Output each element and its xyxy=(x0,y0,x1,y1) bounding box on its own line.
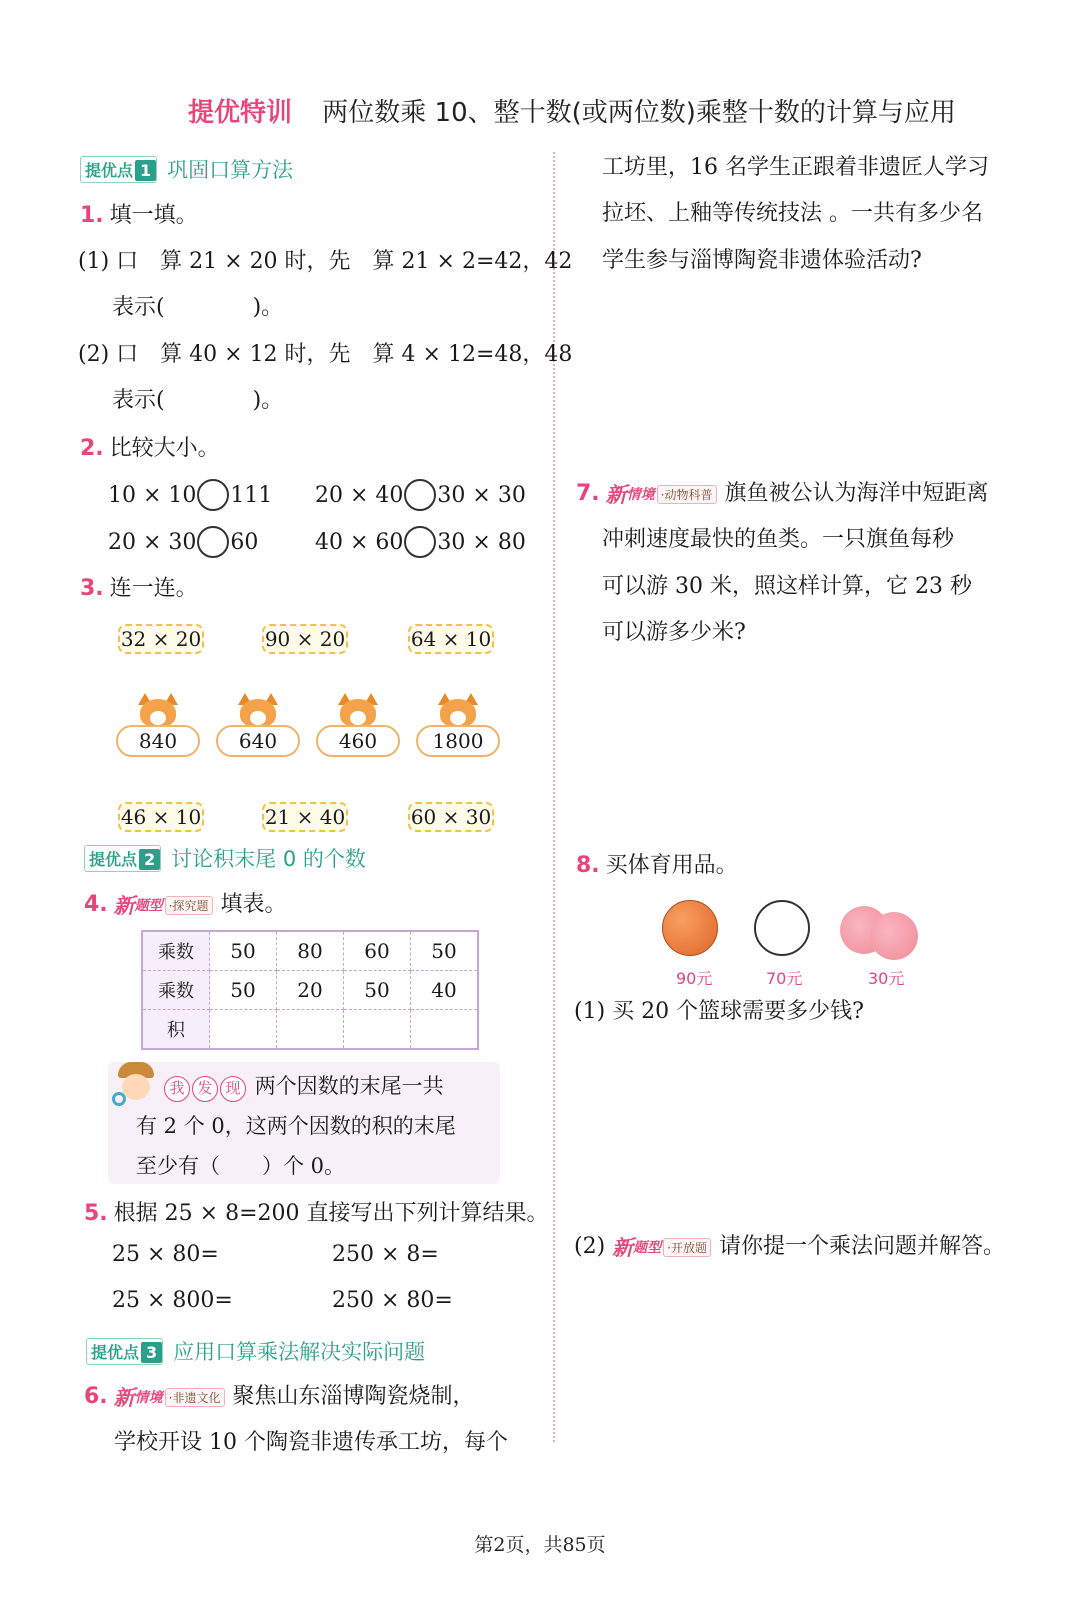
dog-face-icon xyxy=(340,699,376,727)
bone-expression[interactable]: 46 × 10 xyxy=(118,802,204,832)
magnifier-icon xyxy=(112,1092,126,1106)
table-cell: 60 xyxy=(344,931,411,971)
question-number: 1. xyxy=(80,203,104,228)
question-number: 3. xyxy=(80,576,104,601)
answer-circle[interactable] xyxy=(404,526,436,558)
price-paddle: 30元 xyxy=(868,969,905,988)
dog-card[interactable] xyxy=(416,699,500,771)
row-label: 乘数 xyxy=(142,971,210,1010)
title-tag: 提优特训 xyxy=(188,98,293,128)
question-2 xyxy=(80,431,220,462)
question-number: 8. xyxy=(576,853,600,878)
discover-line-3: 至少有（ ）个 0。 xyxy=(136,1154,346,1178)
q8-sub-1: (1) 买 20 个篮球需要多少钱? xyxy=(574,999,864,1024)
table-cell: 40 xyxy=(411,971,479,1010)
point-number: 3 xyxy=(141,1342,162,1363)
point-number: 1 xyxy=(135,160,156,181)
table-cell: 50 xyxy=(344,971,411,1010)
point-tag: 提优点 3 xyxy=(86,1338,163,1365)
row-label: 乘数 xyxy=(142,931,210,971)
q7-line-3: 可以游 30 米，照这样计算，它 23 秒 xyxy=(602,574,972,599)
table-cell: 50 xyxy=(210,971,277,1010)
point-tag: 提优点 1 xyxy=(80,156,157,183)
question-number: 4. xyxy=(84,892,108,917)
discover-line-1: 我 发 现 两个因数的末尾一共 xyxy=(164,1070,444,1102)
point-tag: 提优点 2 xyxy=(84,845,161,872)
dog-number: 1800 xyxy=(416,725,500,757)
dog-number: 840 xyxy=(116,725,200,757)
question-6: 6. 新 情境 ·非遗文化 聚焦山东淄博陶瓷烧制， xyxy=(84,1384,475,1410)
question-number: 5. xyxy=(84,1201,108,1226)
q1-line-4: 表示( )。 xyxy=(112,388,284,413)
question-number: 7. xyxy=(576,481,600,506)
price-basketball: 90元 xyxy=(676,969,713,988)
badge: 新 情境 ·动物科普 xyxy=(606,479,717,509)
q8-sub-2: (2) 新 题型 ·开放题 请你提一个乘法问题并解答。 xyxy=(574,1234,1006,1260)
point-title: 讨论积末尾 0 的个数 xyxy=(171,847,366,871)
question-1 xyxy=(80,198,198,229)
q6-line-4: 拉坯、上釉等传统技法 。一共有多少名 xyxy=(602,201,983,226)
title-main: 两位数乘 10、整十数(或两位数)乘整十数的计算与应用 xyxy=(322,98,956,128)
price-soccer: 70元 xyxy=(766,969,803,988)
dog-card[interactable] xyxy=(316,699,400,771)
answer-circle[interactable] xyxy=(197,526,229,558)
calc-item: 250 × 8= xyxy=(332,1242,439,1267)
question-3 xyxy=(80,571,198,602)
question-4 xyxy=(84,887,287,920)
discover-line-2: 有 2 个 0，这两个因数的积的末尾 xyxy=(136,1114,456,1138)
bone-expression[interactable]: 60 × 30 xyxy=(408,802,494,832)
answer-cell[interactable] xyxy=(210,1010,277,1050)
answer-cell[interactable] xyxy=(344,1010,411,1050)
dog-face-icon xyxy=(140,699,176,727)
question-text: 根据 25 × 8=200 直接写出下列计算结果。 xyxy=(113,1201,549,1226)
answer-circle[interactable] xyxy=(404,479,436,511)
table-cell: 50 xyxy=(411,931,479,971)
q6-line-2: 学校开设 10 个陶瓷非遗传承工坊，每个 xyxy=(114,1430,508,1455)
question-7: 7. 新 情境 ·动物科普 旗鱼被公认为海洋中短距离 xyxy=(576,481,989,507)
question-number: 6. xyxy=(84,1384,108,1409)
soccer-ball-icon xyxy=(754,900,810,956)
calc-item: 250 × 80= xyxy=(332,1288,453,1313)
question-text: 买体育用品。 xyxy=(605,853,738,878)
basketball-icon xyxy=(662,900,718,956)
dog-card[interactable] xyxy=(216,699,300,771)
explorer-kid-icon xyxy=(112,1062,160,1108)
bone-expression[interactable]: 90 × 20 xyxy=(262,624,348,654)
point-3-heading xyxy=(86,1336,425,1366)
table-row xyxy=(142,1010,478,1050)
badge: 新 题型 ·探究题 xyxy=(114,890,213,920)
badge: 新 题型 ·开放题 xyxy=(612,1232,711,1262)
table-row xyxy=(142,931,478,971)
compare-item: 40 × 60 30 × 80 xyxy=(315,526,526,558)
calc-item: 25 × 800= xyxy=(112,1288,233,1313)
calc-item: 25 × 80= xyxy=(112,1242,219,1267)
point-title: 巩固口算方法 xyxy=(167,158,294,182)
question-text: 比较大小。 xyxy=(109,436,220,461)
table-cell: 20 xyxy=(277,971,344,1010)
page-footer: 第2页，共85页 xyxy=(474,1534,606,1556)
row-label: 积 xyxy=(142,1010,210,1050)
answer-circle[interactable] xyxy=(197,479,229,511)
q6-line-5: 学生参与淄博陶瓷非遗体验活动? xyxy=(602,248,922,273)
point-2-heading xyxy=(84,843,366,873)
point-title: 应用口算乘法解决实际问题 xyxy=(173,1340,426,1364)
bone-expression[interactable]: 21 × 40 xyxy=(262,802,348,832)
answer-cell[interactable] xyxy=(277,1010,344,1050)
compare-item: 10 × 10 111 xyxy=(108,479,272,511)
fill-table xyxy=(141,930,479,1050)
q6-line-3: 工坊里，16 名学生正跟着非遗匠人学习 xyxy=(602,155,989,180)
page-title xyxy=(188,92,956,129)
compare-item: 20 × 40 30 × 30 xyxy=(315,479,526,511)
compare-item: 20 × 30 60 xyxy=(108,526,258,558)
point-1-heading xyxy=(80,154,293,184)
dog-face-icon xyxy=(440,699,476,727)
q7-line-4: 可以游多少米? xyxy=(602,620,746,645)
badge: 新 情境 ·非遗文化 xyxy=(114,1382,225,1412)
q1-line-1: (1) 口 算 21 × 20 时，先 算 21 × 2=42，42 xyxy=(78,249,573,274)
question-number: 2. xyxy=(80,436,104,461)
ping-pong-paddle-icon xyxy=(870,912,918,960)
dog-face-icon xyxy=(240,699,276,727)
point-number: 2 xyxy=(139,849,160,870)
question-8 xyxy=(576,848,738,879)
q7-line-2: 冲刺速度最快的鱼类。一只旗鱼每秒 xyxy=(602,527,955,552)
question-text: 填一填。 xyxy=(109,203,198,228)
table-cell: 50 xyxy=(210,931,277,971)
bone-expression[interactable]: 64 × 10 xyxy=(408,624,494,654)
dog-number: 640 xyxy=(216,725,300,757)
question-text: 连一连。 xyxy=(109,576,198,601)
table-cell: 80 xyxy=(277,931,344,971)
question-5 xyxy=(84,1196,549,1227)
dog-card[interactable] xyxy=(116,699,200,771)
table-row xyxy=(142,971,478,1010)
dog-number: 460 xyxy=(316,725,400,757)
q1-line-2: 表示( )。 xyxy=(112,295,284,320)
answer-cell[interactable] xyxy=(411,1010,479,1050)
bone-expression[interactable]: 32 × 20 xyxy=(118,624,204,654)
q1-line-3: (2) 口 算 40 × 12 时，先 算 4 × 12=48，48 xyxy=(78,342,573,367)
question-text: 填表。 xyxy=(220,892,287,917)
